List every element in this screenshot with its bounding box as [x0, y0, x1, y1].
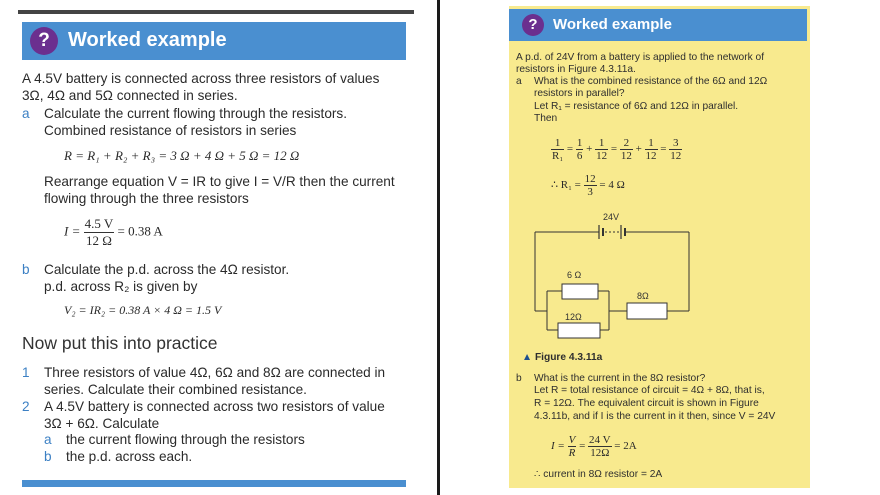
right-intro-line-2: resistors in Figure 4.3.11a. [516, 64, 636, 75]
right-part-a-line-4: Then [534, 113, 558, 124]
current-8ohm-equation: I = $\frac{V}{R}$ = $\frac{24 V}{12\Omega}$ = 2A [551, 434, 637, 459]
current-equation [64, 216, 163, 249]
left-part-a-label: a [22, 106, 30, 121]
eq-lhs-den: R₁ [552, 150, 564, 162]
current-eq-denominator: 12 Ω [85, 233, 112, 248]
left-bottom-bar [22, 480, 406, 487]
practice-item-2-line-2: 3Ω + 6Ω. Calculate [44, 416, 160, 431]
eq-t2-den: 12 [596, 150, 608, 162]
right-part-a-line-3: Let R₁ = resistance of 6Ω and 12Ω in parallel. [534, 101, 739, 112]
left-part-b-line-1: Calculate the p.d. across the 4Ω resistor. [44, 262, 290, 277]
practice-item-2-number: 2 [22, 399, 30, 414]
practice-subitem-b-text: the p.d. across each. [66, 449, 193, 464]
eq-t2-num: 1 [595, 137, 608, 150]
practice-item-1-line-1: Three resistors of value 4Ω, 6Ω and 8Ω are connected in [44, 365, 386, 380]
i-eq-f1-den: R [568, 447, 576, 459]
right-part-b-line-4: 4.3.11b, and if I is the current in it then, since V = 24V [534, 411, 776, 422]
practice-subitem-b-label: b [44, 449, 52, 464]
right-part-b-line-2: Let R = total resistance of circuit = 4Ω + 8Ω, that is, [534, 385, 765, 396]
circuit-diagram [509, 204, 810, 349]
current-conclusion: ∴ current in 8Ω resistor = 2A [534, 469, 663, 480]
triangle-icon: ▲ [522, 352, 533, 363]
right-intro-line-1: A p.d. of 24V from a battery is applied to the network of [516, 52, 765, 63]
practice-item-1-number: 1 [22, 365, 30, 380]
current-eq-fraction [84, 216, 115, 249]
eq-lhs-num: 1 [551, 137, 564, 150]
resistor-6-ohm [562, 284, 598, 299]
i-eq-f2-den: 12Ω [590, 447, 610, 459]
i-eq-f2-num: 24 V [589, 434, 611, 446]
left-part-b-label: b [22, 262, 30, 277]
pd-equation: V₂ = IR₂ = 0.38 A × 4 Ω = 1.5 V [64, 303, 222, 317]
r1-eq-den: 3 [587, 186, 593, 198]
question-icon: ? [522, 14, 544, 36]
right-part-a-label: a [516, 76, 522, 87]
practice-subitem-a-text: the current flowing through the resistors [66, 432, 305, 447]
left-part-a-line-2: Combined resistance of resistors in series [44, 123, 297, 138]
right-worked-example-header [509, 9, 807, 41]
practice-item-1-line-2: series. Calculate their combined resistance. [44, 382, 307, 397]
practice-subitem-a-label: a [44, 432, 52, 447]
current-eq-rhs: = 0.38 A [117, 223, 163, 239]
right-part-b-line-3: R = 12Ω. The equivalent circuit is shown in Figure [534, 398, 759, 409]
resistor-8-label: 8Ω [637, 291, 649, 301]
top-rule [18, 10, 414, 14]
current-eq-lhs: I = [64, 223, 81, 239]
eq-t3-den: 12 [620, 150, 632, 162]
practice-item-2-line-1: A 4.5V battery is connected across two resistors of value [44, 399, 385, 414]
practice-title: Now put this into practice [22, 333, 218, 353]
eq-t3-num: 2 [620, 137, 633, 150]
resistor-12-label: 12Ω [565, 312, 582, 322]
eq-t5-den: 12 [670, 150, 682, 162]
page-divider [437, 0, 440, 495]
eq-t4-num: 1 [645, 137, 658, 150]
right-part-b-line-1: What is the current in the 8Ω resistor? [534, 373, 706, 384]
eq-t1-num: 1 [576, 137, 583, 149]
right-worked-example-panel [509, 6, 810, 488]
left-intro-line-2: 3Ω, 4Ω and 5Ω connected in series. [22, 88, 238, 103]
r1-eq-lhs: ∴ R₁ = [551, 179, 581, 192]
right-header-title: Worked example [553, 16, 672, 33]
current-eq-numerator: 4.5 V [84, 216, 114, 231]
resistor-8-ohm [627, 303, 667, 319]
figure-caption-text: Figure 4.3.11a [534, 352, 603, 363]
left-header-title: Worked example [68, 29, 227, 51]
right-part-a-line-1: What is the combined resistance of the 6Ω and 12Ω [534, 76, 768, 87]
r1-eq-num: 12 [584, 173, 596, 185]
i-eq-rhs: = 2A [614, 440, 637, 453]
parallel-resistance-equation: $\frac{1}{\text{R₁}}$ = $\frac{1}{6}$ + $\frac{1}{12}$ = $\frac{2}{12}$ + $\frac{1}{12}$ = $\frac{3}{12}$ [552, 137, 682, 162]
series-resistance-equation: R = R₁ + R₂ + R₃ = 3 Ω + 4 Ω + 5 Ω = 12 Ω [64, 148, 300, 163]
resistor-12-ohm [558, 323, 600, 338]
left-worked-example-header [22, 22, 406, 60]
question-icon: ? [30, 27, 58, 55]
eq-t4-den: 12 [645, 150, 657, 162]
left-rearrange-line-1: Rearrange equation V = IR to give I = V/R then the current [44, 174, 395, 189]
i-eq-lhs: I = [551, 440, 565, 453]
left-rearrange-line-2: flowing through the three resistors [44, 191, 249, 206]
right-part-a-line-2: resistors in parallel? [534, 88, 625, 99]
eq-t5-num: 3 [669, 137, 682, 150]
i-eq-f1-num: V [568, 434, 576, 446]
figure-caption [522, 352, 602, 365]
left-part-b-line-2: p.d. across R₂ is given by [44, 279, 198, 294]
left-intro-line-1: A 4.5V battery is connected across three resistors of values [22, 71, 380, 86]
left-part-a-line-1: Calculate the current flowing through the resistors. [44, 106, 347, 121]
eq-t1-den: 6 [576, 150, 583, 162]
resistor-6-label: 6 Ω [567, 270, 582, 280]
r1-result-equation [551, 173, 625, 198]
right-part-b-label: b [516, 373, 522, 384]
battery-label: 24V [603, 212, 620, 222]
r1-eq-rhs: = 4 Ω [599, 179, 625, 192]
